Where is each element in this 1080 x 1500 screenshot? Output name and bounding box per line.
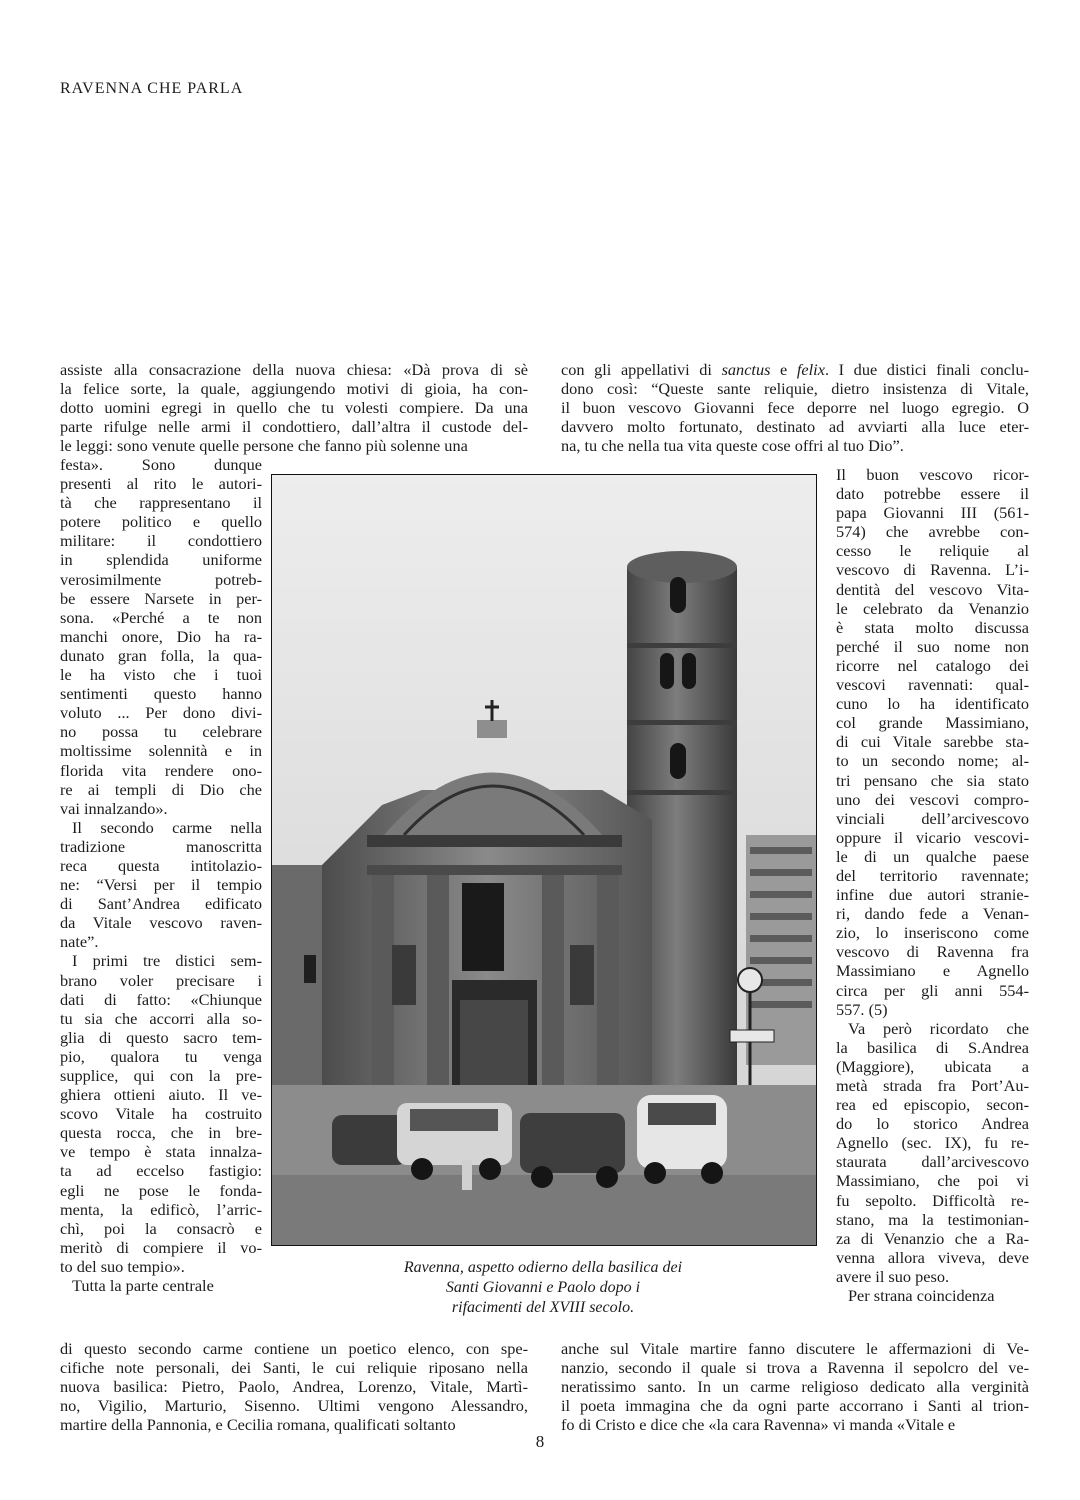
text-line: supplice, qui con la pre- bbox=[60, 1066, 262, 1085]
text-line: Il secondo carme nella bbox=[72, 817, 262, 837]
text-line: no possa tu celebrare bbox=[60, 722, 262, 742]
text-line: (Maggiore), ubicata a bbox=[836, 1056, 1029, 1076]
photo-caption bbox=[368, 1258, 718, 1318]
text-line: Per strana coincidenza bbox=[848, 1286, 995, 1306]
text-line: in splendida uniforme bbox=[60, 550, 262, 570]
italic-term: felix bbox=[796, 360, 825, 379]
text-line: Agnello (sec. IX), fu re- bbox=[836, 1133, 1029, 1153]
text-line bbox=[561, 360, 1029, 379]
text-line: cifiche note personali, dei Santi, le cui reliquie riposano nella bbox=[60, 1358, 528, 1378]
text-line: questa rocca, che in bre- bbox=[60, 1123, 262, 1143]
text-line: za di Venanzio che a Ra- bbox=[836, 1228, 1029, 1248]
text-line: Il buon vescovo ricor- bbox=[836, 465, 1029, 484]
text-line: stano, ma la testimonian- bbox=[836, 1209, 1029, 1229]
text-line: da Vitale vescovo raven- bbox=[60, 913, 262, 933]
text-line: del territorio ravennate; bbox=[836, 865, 1029, 885]
text-line: na, tu che nella tua vita queste cose offri al tuo Dio”. bbox=[561, 436, 904, 456]
text-line: dato potrebbe essere il bbox=[836, 484, 1029, 504]
text-line: il poeta immagina che da ogni parte accorrano i Santi al trion- bbox=[561, 1396, 1029, 1416]
text-line: fo di Cristo e dice che «la cara Ravenna» vi manda «Vitale e bbox=[561, 1415, 956, 1435]
text-line: la basilica di S.Andrea bbox=[836, 1037, 1029, 1057]
text-line: reca questa intitolazio- bbox=[60, 855, 262, 875]
text-line: vai innalzando». bbox=[60, 798, 168, 818]
text-line: fu sepolto. Difficoltà re- bbox=[836, 1190, 1029, 1210]
text-line: è stata molto discussa bbox=[836, 617, 1029, 637]
text-line: rea ed episcopio, secon- bbox=[836, 1095, 1029, 1115]
caption-line: rifacimenti del XVIII secolo. bbox=[451, 1299, 635, 1316]
text-line: dono così: “Queste sante reliquie, dietro insistenza di Vitale, bbox=[561, 379, 1029, 399]
text-line: meritò di compiere il vo- bbox=[60, 1237, 262, 1257]
caption-line: Santi Giovanni e Paolo dopo i bbox=[445, 1279, 641, 1296]
page-number: 8 bbox=[535, 1432, 545, 1451]
text-line: metà strada fra Port’Au- bbox=[836, 1076, 1029, 1095]
text-line: do lo storico Andrea bbox=[836, 1114, 1029, 1134]
text-line: le di un qualche paese bbox=[836, 846, 1029, 866]
text-line: ghiera ottieni aiuto. Il ve- bbox=[60, 1085, 262, 1105]
text-line: re ai templi di Dio che bbox=[60, 779, 262, 799]
text-column-left bbox=[60, 455, 262, 1295]
text-line: glia di questo sacro tem- bbox=[60, 1027, 262, 1047]
text-line: tradizione manoscritta bbox=[60, 836, 262, 856]
text-line: voluto ... Per dono divi- bbox=[60, 703, 262, 723]
text-line: davvero molto fortunato, destinato ad avviarti alla luce eter- bbox=[561, 417, 1029, 437]
text-line: le celebrato da Venanzio bbox=[836, 598, 1029, 618]
text-line: vescovo di Ravenna. L’i- bbox=[836, 560, 1029, 580]
text-line: I primi tre distici sem- bbox=[72, 951, 262, 971]
text-line: to un secondo nome; al- bbox=[836, 751, 1029, 771]
running-title: RAVENNA CHE PARLA bbox=[60, 80, 244, 97]
text-line: vescovi ravennati: qual- bbox=[836, 675, 1029, 695]
text-line: moltissime solennità e in bbox=[60, 741, 262, 761]
text-line: staurata dall’arcivescovo bbox=[836, 1152, 1029, 1172]
text-line: ne: “Versi per il tempio bbox=[60, 875, 262, 895]
text-line: to del suo tempio». bbox=[60, 1256, 185, 1276]
text-line: di questo secondo carme contiene un poetico elenco, con spe- bbox=[60, 1339, 528, 1358]
text-line: le ha visto che i tuoi bbox=[60, 665, 262, 685]
text-line: dunato gran folla, la qua- bbox=[60, 645, 262, 665]
text-line: perché il suo nome non bbox=[836, 636, 1029, 656]
text-line: egli ne pose le fonda- bbox=[60, 1180, 262, 1200]
text-line: sona. «Perché a te non bbox=[60, 607, 262, 627]
text-line: avere il suo peso. bbox=[836, 1266, 950, 1286]
text-line: vescovo di Ravenna fra bbox=[836, 942, 1029, 962]
text-line: sentimenti questo hanno bbox=[60, 684, 262, 704]
basilica-photo bbox=[271, 474, 817, 1246]
text-line: ve tempo è stata innalza- bbox=[60, 1142, 262, 1162]
text-line: tà che rappresentano il bbox=[60, 493, 262, 513]
text-line: 574) che avrebbe con- bbox=[836, 522, 1029, 542]
text-line: Va però ricordato che bbox=[848, 1018, 1029, 1038]
text-line: infine due autori stranie- bbox=[836, 885, 1029, 905]
text-line: manchi onore, Dio ha ra- bbox=[60, 626, 262, 646]
text-line: ta ad eccelso fastigio: bbox=[60, 1161, 262, 1181]
text-line: neratissimo santo. In un carme religioso dedicato alla verginità bbox=[561, 1377, 1029, 1397]
text-line: pio, qualora tu venga bbox=[60, 1046, 262, 1066]
text-line: dati di fatto: «Chiunque bbox=[60, 989, 262, 1009]
text-line: anche sul Vitale martire fanno discutere le affermazioni di Ve- bbox=[561, 1339, 1029, 1358]
caption-line: Ravenna, aspetto odierno della basilica dei bbox=[403, 1259, 683, 1276]
text-line: vinciali dell’arcivescovo bbox=[836, 808, 1029, 828]
text-column-right bbox=[836, 465, 1029, 1305]
text-line: presenti al rito le autori- bbox=[60, 474, 262, 494]
text-line: nanzio, secondo il quale si trova a Ravenna il sepolcro del ve- bbox=[561, 1358, 1029, 1378]
text-line: ri, dando fede a Venan- bbox=[836, 904, 1029, 924]
text-line: le leggi: sono venute quelle persone che fanno più solenne una bbox=[60, 436, 468, 456]
text-block-bottom-right bbox=[561, 1339, 1029, 1434]
text-line: tu sia che accorri alla so- bbox=[60, 1008, 262, 1028]
text-line: 557. (5) bbox=[836, 999, 888, 1019]
text-segment: e bbox=[770, 360, 797, 379]
text-line: brano voler precisare i bbox=[60, 970, 262, 990]
text-line: papa Giovanni III (561- bbox=[836, 503, 1029, 523]
text-block-top-right bbox=[561, 360, 1029, 455]
text-line: il buon vescovo Giovanni fece deporre nel luogo egregio. O bbox=[561, 398, 1029, 418]
text-line: zio, lo inseriscono come bbox=[836, 923, 1029, 943]
text-line: be essere Narsete in per- bbox=[60, 588, 262, 608]
text-line: no, Vigilio, Marturio, Sisenno. Ultimi vengono Alessandro, bbox=[60, 1396, 528, 1416]
text-line: menta, la edificò, l’arric- bbox=[60, 1199, 262, 1219]
text-line: Tutta la parte centrale bbox=[72, 1276, 214, 1296]
text-line: potere politico e quello bbox=[60, 512, 262, 532]
text-line: di Sant’Andrea edificato bbox=[60, 894, 262, 914]
text-line: Massimiano e Agnello bbox=[836, 961, 1029, 981]
text-line: cesso le reliquie al bbox=[836, 541, 1029, 561]
text-line: chì, poi la consacrò e bbox=[60, 1218, 262, 1238]
text-line: festa». Sono dunque bbox=[60, 455, 262, 474]
italic-term: sanctus bbox=[721, 360, 771, 379]
text-line: militare: il condottiero bbox=[60, 531, 262, 551]
text-segment: con gli appellativi di bbox=[561, 360, 722, 379]
text-line: la felice sorte, la quale, aggiungendo motivi di gioia, ha con- bbox=[60, 379, 528, 399]
text-line: Massimiano, che poi vi bbox=[836, 1171, 1029, 1191]
text-line: uno dei vescovi compro- bbox=[836, 789, 1029, 809]
text-line: assiste alla consacrazione della nuova chiesa: «Dà prova di sè bbox=[60, 360, 528, 379]
text-line: di cui Vitale sarebbe sta- bbox=[836, 732, 1029, 752]
text-line: dentità del vescovo Vita- bbox=[836, 579, 1029, 599]
text-line: tri pensano che sia stato bbox=[836, 770, 1029, 790]
text-line: florida vita rendere ono- bbox=[60, 760, 262, 780]
text-line: col grande Massimiano, bbox=[836, 713, 1029, 733]
text-line: circa per gli anni 554- bbox=[836, 980, 1029, 1000]
text-line: scovo Vitale ha costruito bbox=[60, 1104, 262, 1124]
text-block-top-left bbox=[60, 360, 528, 455]
text-line: dotto uomini egregi in quello che tu volesti compiere. Da una bbox=[60, 398, 528, 418]
text-line: verosimilmente potreb- bbox=[60, 569, 262, 589]
text-line: parte rifulge nelle armi il condottiero, dall’altra il custode del- bbox=[60, 417, 528, 437]
text-line: venna allora viveva, deve bbox=[836, 1247, 1029, 1267]
text-line: oppure il vicario vescovi- bbox=[836, 827, 1029, 847]
text-line: cuno lo ha identificato bbox=[836, 694, 1029, 714]
text-line: ricorre nel catalogo dei bbox=[836, 655, 1029, 675]
text-block-bottom-left bbox=[60, 1339, 528, 1434]
text-line: nate”. bbox=[60, 932, 99, 952]
text-line: martire della Pannonia, e Cecilia romana, qualificati soltanto bbox=[60, 1415, 456, 1435]
text-line: nuova basilica: Pietro, Paolo, Andrea, Lorenzo, Vitale, Martì- bbox=[60, 1377, 528, 1397]
text-segment: . I due distici finali conclu- bbox=[824, 360, 1029, 379]
